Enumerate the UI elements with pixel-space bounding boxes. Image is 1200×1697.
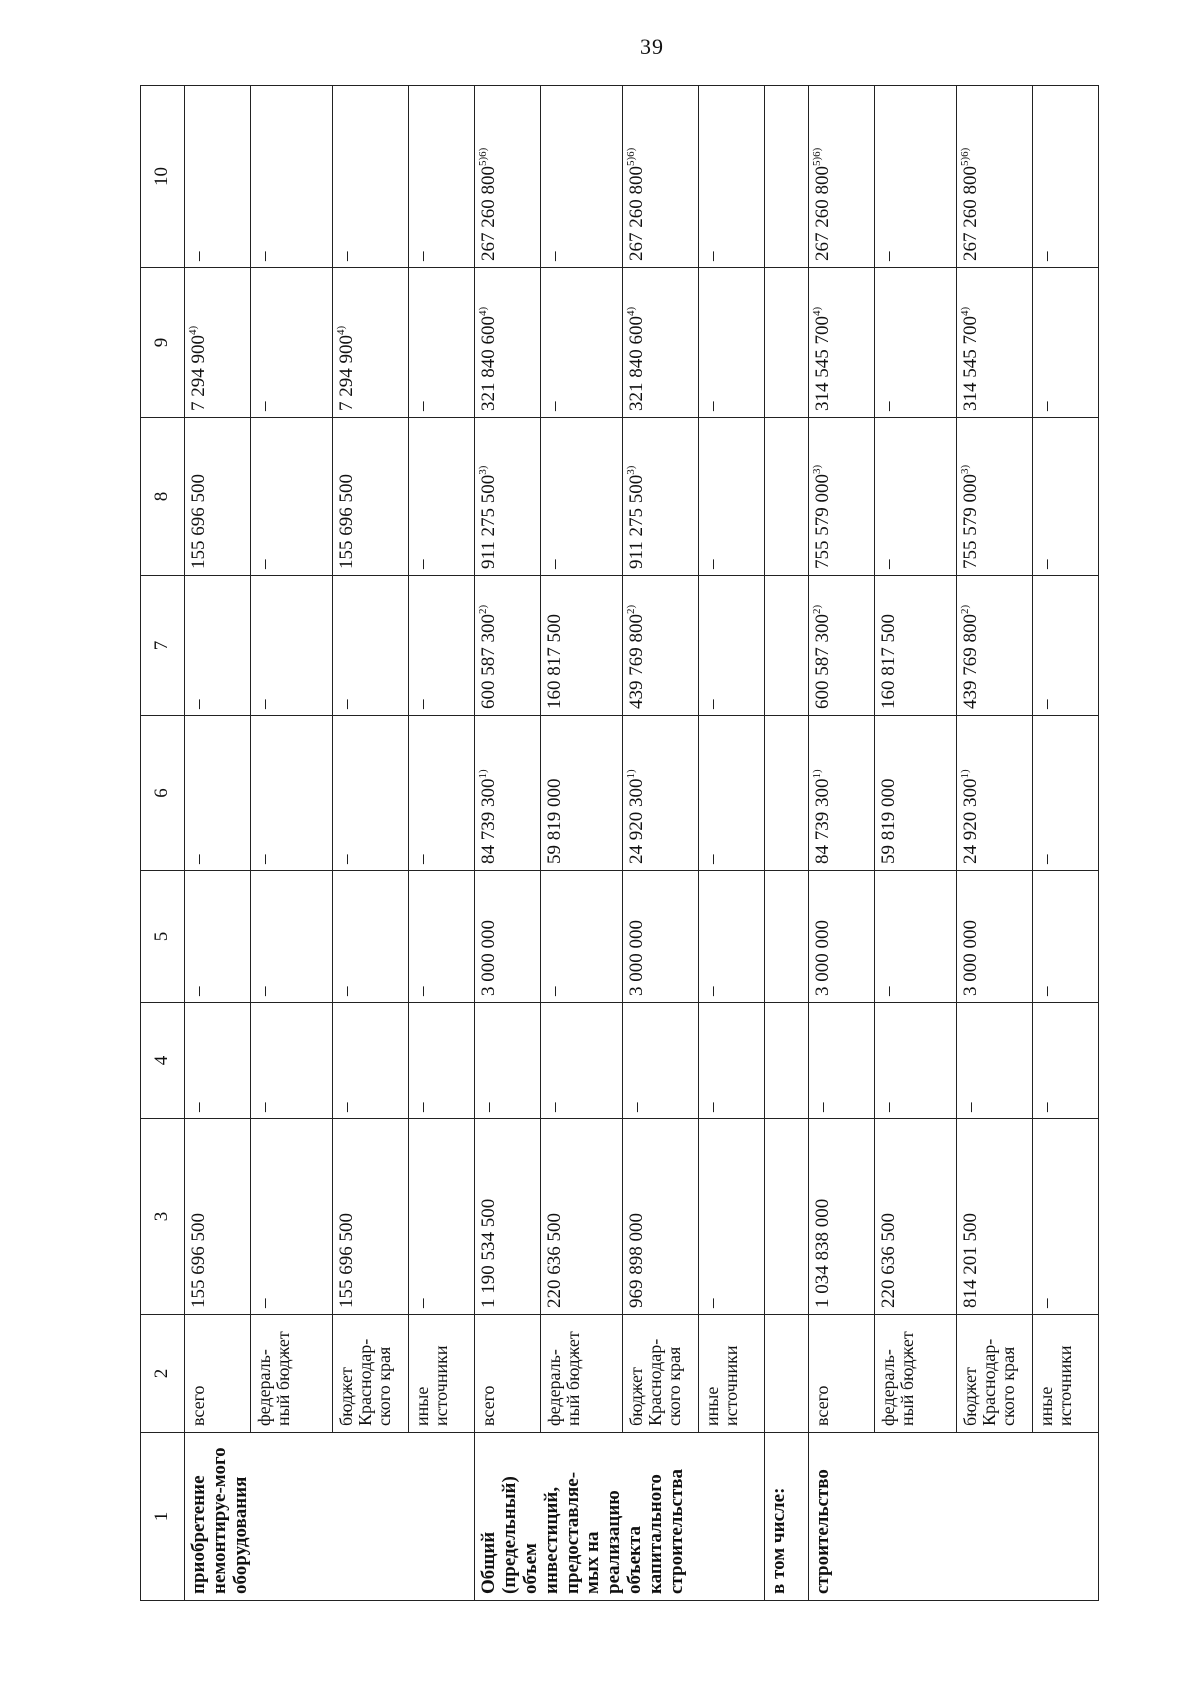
- value-text: 155 696 500: [336, 1213, 357, 1308]
- value-text: –: [336, 986, 357, 996]
- footnote-marker: 5)6): [625, 147, 637, 166]
- table-row: [185, 86, 251, 1601]
- value-cell: [185, 576, 251, 716]
- column-header: 5: [141, 871, 185, 1003]
- value-cell: [333, 86, 409, 268]
- value-text: 7 294 900: [336, 335, 357, 411]
- subheader-label: в том числе:: [765, 1433, 809, 1601]
- footnote-marker: 3): [811, 464, 823, 474]
- value-text: –: [254, 986, 275, 996]
- footnote-marker: 4): [959, 306, 971, 316]
- value-cell: [251, 1119, 333, 1315]
- value-cell: [475, 86, 541, 268]
- value-cell: [809, 418, 875, 576]
- value-cell: [475, 576, 541, 716]
- value-cell: [333, 576, 409, 716]
- value-text: –: [1036, 854, 1057, 864]
- value-text: 160 817 500: [878, 614, 899, 709]
- empty-cell: [765, 1003, 809, 1119]
- column-header: 6: [141, 716, 185, 871]
- value-text: –: [412, 699, 433, 709]
- table-row: [957, 86, 1033, 1601]
- value-cell: [1033, 1119, 1099, 1315]
- value-text: –: [702, 559, 723, 569]
- empty-cell: [765, 1119, 809, 1315]
- value-text: 267 260 800: [812, 166, 833, 261]
- value-cell: [875, 871, 957, 1003]
- funding-source: бюджет Краснодар-ского края: [333, 1315, 409, 1433]
- value-text: 969 898 000: [626, 1213, 647, 1308]
- value-cell: [409, 268, 475, 418]
- column-header: 2: [141, 1315, 185, 1433]
- value-text: –: [336, 854, 357, 864]
- footnote-marker: 5)6): [477, 147, 489, 166]
- column-header: 8: [141, 418, 185, 576]
- value-text: 321 840 600: [478, 316, 499, 411]
- funding-source: бюджет Краснодар-ского края: [623, 1315, 699, 1433]
- value-text: 439 769 800: [626, 614, 647, 709]
- value-text: 911 275 500: [478, 474, 499, 569]
- value-cell: [623, 268, 699, 418]
- value-text: –: [478, 1102, 499, 1112]
- value-cell: [541, 1119, 623, 1315]
- table-row: [1033, 86, 1099, 1601]
- value-text: –: [1036, 699, 1057, 709]
- value-cell: [623, 871, 699, 1003]
- value-cell: [623, 1003, 699, 1119]
- value-cell: [251, 716, 333, 871]
- value-cell: [475, 418, 541, 576]
- value-cell: [957, 268, 1033, 418]
- value-cell: [875, 1003, 957, 1119]
- value-cell: [409, 576, 475, 716]
- value-cell: [475, 268, 541, 418]
- value-text: 3 000 000: [626, 920, 647, 996]
- value-text: –: [1036, 401, 1057, 411]
- section-label: строительство: [809, 1433, 1099, 1601]
- value-cell: [699, 418, 765, 576]
- value-text: –: [188, 699, 209, 709]
- value-text: –: [544, 251, 565, 261]
- investment-table: [140, 85, 1099, 1601]
- value-text: –: [412, 1298, 433, 1308]
- footnote-marker: 2): [477, 604, 489, 614]
- value-text: –: [336, 1102, 357, 1112]
- value-cell: [185, 86, 251, 268]
- funding-source: федераль-ный бюджет: [875, 1315, 957, 1433]
- value-cell: [875, 576, 957, 716]
- value-text: –: [878, 559, 899, 569]
- column-header: 9: [141, 268, 185, 418]
- value-cell: [809, 871, 875, 1003]
- value-cell: [333, 418, 409, 576]
- value-text: 911 275 500: [626, 474, 647, 569]
- value-text: –: [878, 1102, 899, 1112]
- table-body: [141, 86, 1099, 1601]
- value-text: –: [702, 854, 723, 864]
- value-text: 267 260 800: [626, 166, 647, 261]
- footnote-marker: 2): [959, 604, 971, 614]
- value-text: –: [702, 699, 723, 709]
- value-text: 600 587 300: [478, 614, 499, 709]
- value-cell: [251, 576, 333, 716]
- value-cell: [541, 1003, 623, 1119]
- value-cell: [185, 1119, 251, 1315]
- footnote-marker: 3): [959, 464, 971, 474]
- value-cell: [251, 268, 333, 418]
- value-text: 155 696 500: [336, 474, 357, 569]
- value-text: –: [336, 699, 357, 709]
- value-text: 814 201 500: [960, 1213, 981, 1308]
- value-cell: [809, 1003, 875, 1119]
- value-text: –: [878, 251, 899, 261]
- section-label: Общий (предельный) объем инвестиций, предоставляе-мых на реализацию объекта капитального строительства: [475, 1433, 765, 1601]
- value-cell: [809, 86, 875, 268]
- value-text: –: [188, 854, 209, 864]
- value-text: 220 636 500: [544, 1213, 565, 1308]
- value-text: –: [702, 1102, 723, 1112]
- value-cell: [409, 1119, 475, 1315]
- value-text: 1 034 838 000: [812, 1198, 833, 1308]
- footnote-marker: 1): [477, 769, 489, 779]
- value-text: 160 817 500: [544, 614, 565, 709]
- funding-source: федераль-ный бюджет: [251, 1315, 333, 1433]
- value-text: –: [702, 401, 723, 411]
- rotated-table-wrapper: [140, 86, 1075, 1601]
- value-cell: [623, 86, 699, 268]
- value-cell: [333, 268, 409, 418]
- empty-cell: [765, 268, 809, 418]
- table-row: [699, 86, 765, 1601]
- value-cell: [809, 716, 875, 871]
- value-text: –: [702, 251, 723, 261]
- value-text: 314 545 700: [960, 316, 981, 411]
- value-text: 439 769 800: [960, 614, 981, 709]
- value-text: 59 819 000: [544, 778, 565, 864]
- value-cell: [541, 576, 623, 716]
- value-text: 267 260 800: [478, 166, 499, 261]
- value-cell: [333, 1003, 409, 1119]
- value-text: –: [412, 559, 433, 569]
- value-text: 7 294 900: [188, 335, 209, 411]
- value-cell: [185, 1003, 251, 1119]
- value-text: 755 579 000: [812, 474, 833, 569]
- footnote-marker: 4): [187, 325, 199, 335]
- value-cell: [251, 1003, 333, 1119]
- value-cell: [541, 871, 623, 1003]
- value-cell: [409, 86, 475, 268]
- footnote-marker: 3): [477, 465, 489, 475]
- table-row: [475, 86, 541, 1601]
- value-cell: [1033, 268, 1099, 418]
- footnote-marker: 1): [811, 769, 823, 779]
- value-cell: [875, 86, 957, 268]
- value-text: –: [254, 559, 275, 569]
- funding-source: иные источники: [1033, 1315, 1099, 1433]
- header-row: [141, 86, 185, 1601]
- value-text: –: [626, 1102, 647, 1112]
- footnote-marker: 2): [625, 604, 637, 614]
- value-text: –: [702, 1298, 723, 1308]
- value-cell: [409, 871, 475, 1003]
- value-cell: [541, 268, 623, 418]
- section-label: приобретение немонтируе-мого оборудования: [185, 1433, 475, 1601]
- value-cell: [541, 716, 623, 871]
- column-header: 4: [141, 1003, 185, 1119]
- empty-cell: [765, 871, 809, 1003]
- value-cell: [333, 871, 409, 1003]
- value-text: –: [878, 401, 899, 411]
- table-row: [333, 86, 409, 1601]
- value-cell: [251, 86, 333, 268]
- footnote-marker: 1): [959, 769, 971, 779]
- value-cell: [1033, 871, 1099, 1003]
- value-cell: [1033, 1003, 1099, 1119]
- footnote-marker: 3): [625, 465, 637, 475]
- value-text: 220 636 500: [878, 1213, 899, 1308]
- value-text: –: [1036, 1298, 1057, 1308]
- value-cell: [251, 871, 333, 1003]
- funding-source: бюджет Краснодар-ского края: [957, 1315, 1033, 1433]
- value-text: 3 000 000: [478, 920, 499, 996]
- value-text: –: [188, 986, 209, 996]
- value-cell: [333, 1119, 409, 1315]
- value-cell: [875, 1119, 957, 1315]
- value-cell: [185, 716, 251, 871]
- table-row: [541, 86, 623, 1601]
- value-cell: [957, 871, 1033, 1003]
- value-text: –: [254, 854, 275, 864]
- value-cell: [875, 268, 957, 418]
- table-row: [623, 86, 699, 1601]
- value-cell: [957, 1003, 1033, 1119]
- value-text: 321 840 600: [626, 316, 647, 411]
- value-cell: [623, 418, 699, 576]
- footnote-marker: 1): [625, 769, 637, 779]
- value-cell: [699, 871, 765, 1003]
- value-text: 755 579 000: [960, 474, 981, 569]
- value-cell: [409, 1003, 475, 1119]
- value-text: –: [812, 1102, 833, 1112]
- value-text: 1 190 534 500: [478, 1198, 499, 1308]
- value-cell: [409, 418, 475, 576]
- value-cell: [699, 1119, 765, 1315]
- value-text: –: [1036, 559, 1057, 569]
- value-text: 3 000 000: [960, 920, 981, 996]
- funding-source: иные источники: [699, 1315, 765, 1433]
- value-text: 314 545 700: [812, 316, 833, 411]
- value-text: 84 739 300: [812, 778, 833, 864]
- value-cell: [957, 716, 1033, 871]
- value-text: –: [702, 986, 723, 996]
- column-header: 7: [141, 576, 185, 716]
- value-text: 3 000 000: [812, 920, 833, 996]
- value-text: 267 260 800: [960, 166, 981, 261]
- value-cell: [333, 716, 409, 871]
- value-cell: [1033, 716, 1099, 871]
- table-row: [875, 86, 957, 1601]
- empty-cell: [765, 1315, 809, 1433]
- value-cell: [1033, 576, 1099, 716]
- value-text: –: [412, 251, 433, 261]
- value-cell: [475, 1003, 541, 1119]
- value-cell: [623, 1119, 699, 1315]
- footnote-marker: 2): [811, 604, 823, 614]
- value-text: –: [336, 251, 357, 261]
- table-row: [409, 86, 475, 1601]
- value-cell: [699, 86, 765, 268]
- funding-source: федераль-ный бюджет: [541, 1315, 623, 1433]
- value-cell: [1033, 86, 1099, 268]
- value-text: –: [1036, 251, 1057, 261]
- value-text: 155 696 500: [188, 474, 209, 569]
- value-cell: [809, 576, 875, 716]
- value-text: –: [878, 986, 899, 996]
- value-text: –: [412, 986, 433, 996]
- empty-cell: [765, 86, 809, 268]
- value-text: 155 696 500: [188, 1213, 209, 1308]
- value-text: –: [254, 251, 275, 261]
- value-text: 600 587 300: [812, 614, 833, 709]
- value-cell: [809, 268, 875, 418]
- empty-cell: [765, 716, 809, 871]
- value-text: –: [544, 559, 565, 569]
- value-text: –: [188, 1102, 209, 1112]
- value-cell: [185, 268, 251, 418]
- value-cell: [475, 1119, 541, 1315]
- value-text: –: [254, 401, 275, 411]
- value-cell: [1033, 418, 1099, 576]
- footnote-marker: 4): [811, 306, 823, 316]
- footnote-marker: 4): [335, 325, 347, 335]
- value-text: –: [1036, 986, 1057, 996]
- value-cell: [475, 716, 541, 871]
- column-header: 10: [141, 86, 185, 268]
- value-cell: [623, 576, 699, 716]
- empty-cell: [765, 418, 809, 576]
- value-text: –: [544, 1102, 565, 1112]
- funding-source: иные источники: [409, 1315, 475, 1433]
- column-header: 1: [141, 1433, 185, 1601]
- funding-source: всего: [475, 1315, 541, 1433]
- value-cell: [809, 1119, 875, 1315]
- value-text: –: [1036, 1102, 1057, 1112]
- table-row: [251, 86, 333, 1601]
- value-text: –: [544, 986, 565, 996]
- value-cell: [541, 86, 623, 268]
- value-cell: [185, 871, 251, 1003]
- funding-source: всего: [185, 1315, 251, 1433]
- value-cell: [699, 716, 765, 871]
- value-text: –: [254, 699, 275, 709]
- value-cell: [875, 418, 957, 576]
- value-text: 24 920 300: [626, 778, 647, 864]
- value-text: –: [960, 1102, 981, 1112]
- value-text: –: [254, 1298, 275, 1308]
- value-cell: [699, 268, 765, 418]
- value-cell: [623, 716, 699, 871]
- value-cell: [957, 86, 1033, 268]
- value-cell: [541, 418, 623, 576]
- value-text: 84 739 300: [478, 778, 499, 864]
- value-text: –: [412, 401, 433, 411]
- value-cell: [475, 871, 541, 1003]
- column-header: 3: [141, 1119, 185, 1315]
- empty-cell: [765, 576, 809, 716]
- value-text: 59 819 000: [878, 778, 899, 864]
- value-cell: [957, 418, 1033, 576]
- value-cell: [699, 576, 765, 716]
- table-row: [809, 86, 875, 1601]
- value-cell: [409, 716, 475, 871]
- footnote-marker: 4): [625, 306, 637, 316]
- value-cell: [875, 716, 957, 871]
- footnote-marker: 5)6): [811, 147, 823, 166]
- value-text: –: [188, 251, 209, 261]
- funding-source: всего: [809, 1315, 875, 1433]
- value-cell: [251, 418, 333, 576]
- subheader-row: [765, 86, 809, 1601]
- value-text: –: [412, 854, 433, 864]
- footnote-marker: 5)6): [959, 147, 971, 166]
- value-cell: [957, 576, 1033, 716]
- value-cell: [699, 1003, 765, 1119]
- value-text: –: [412, 1102, 433, 1112]
- value-text: 24 920 300: [960, 778, 981, 864]
- footnote-marker: 4): [477, 306, 489, 316]
- value-cell: [185, 418, 251, 576]
- value-text: –: [254, 1102, 275, 1112]
- page-number: 39: [640, 34, 664, 59]
- value-cell: [957, 1119, 1033, 1315]
- value-text: –: [544, 401, 565, 411]
